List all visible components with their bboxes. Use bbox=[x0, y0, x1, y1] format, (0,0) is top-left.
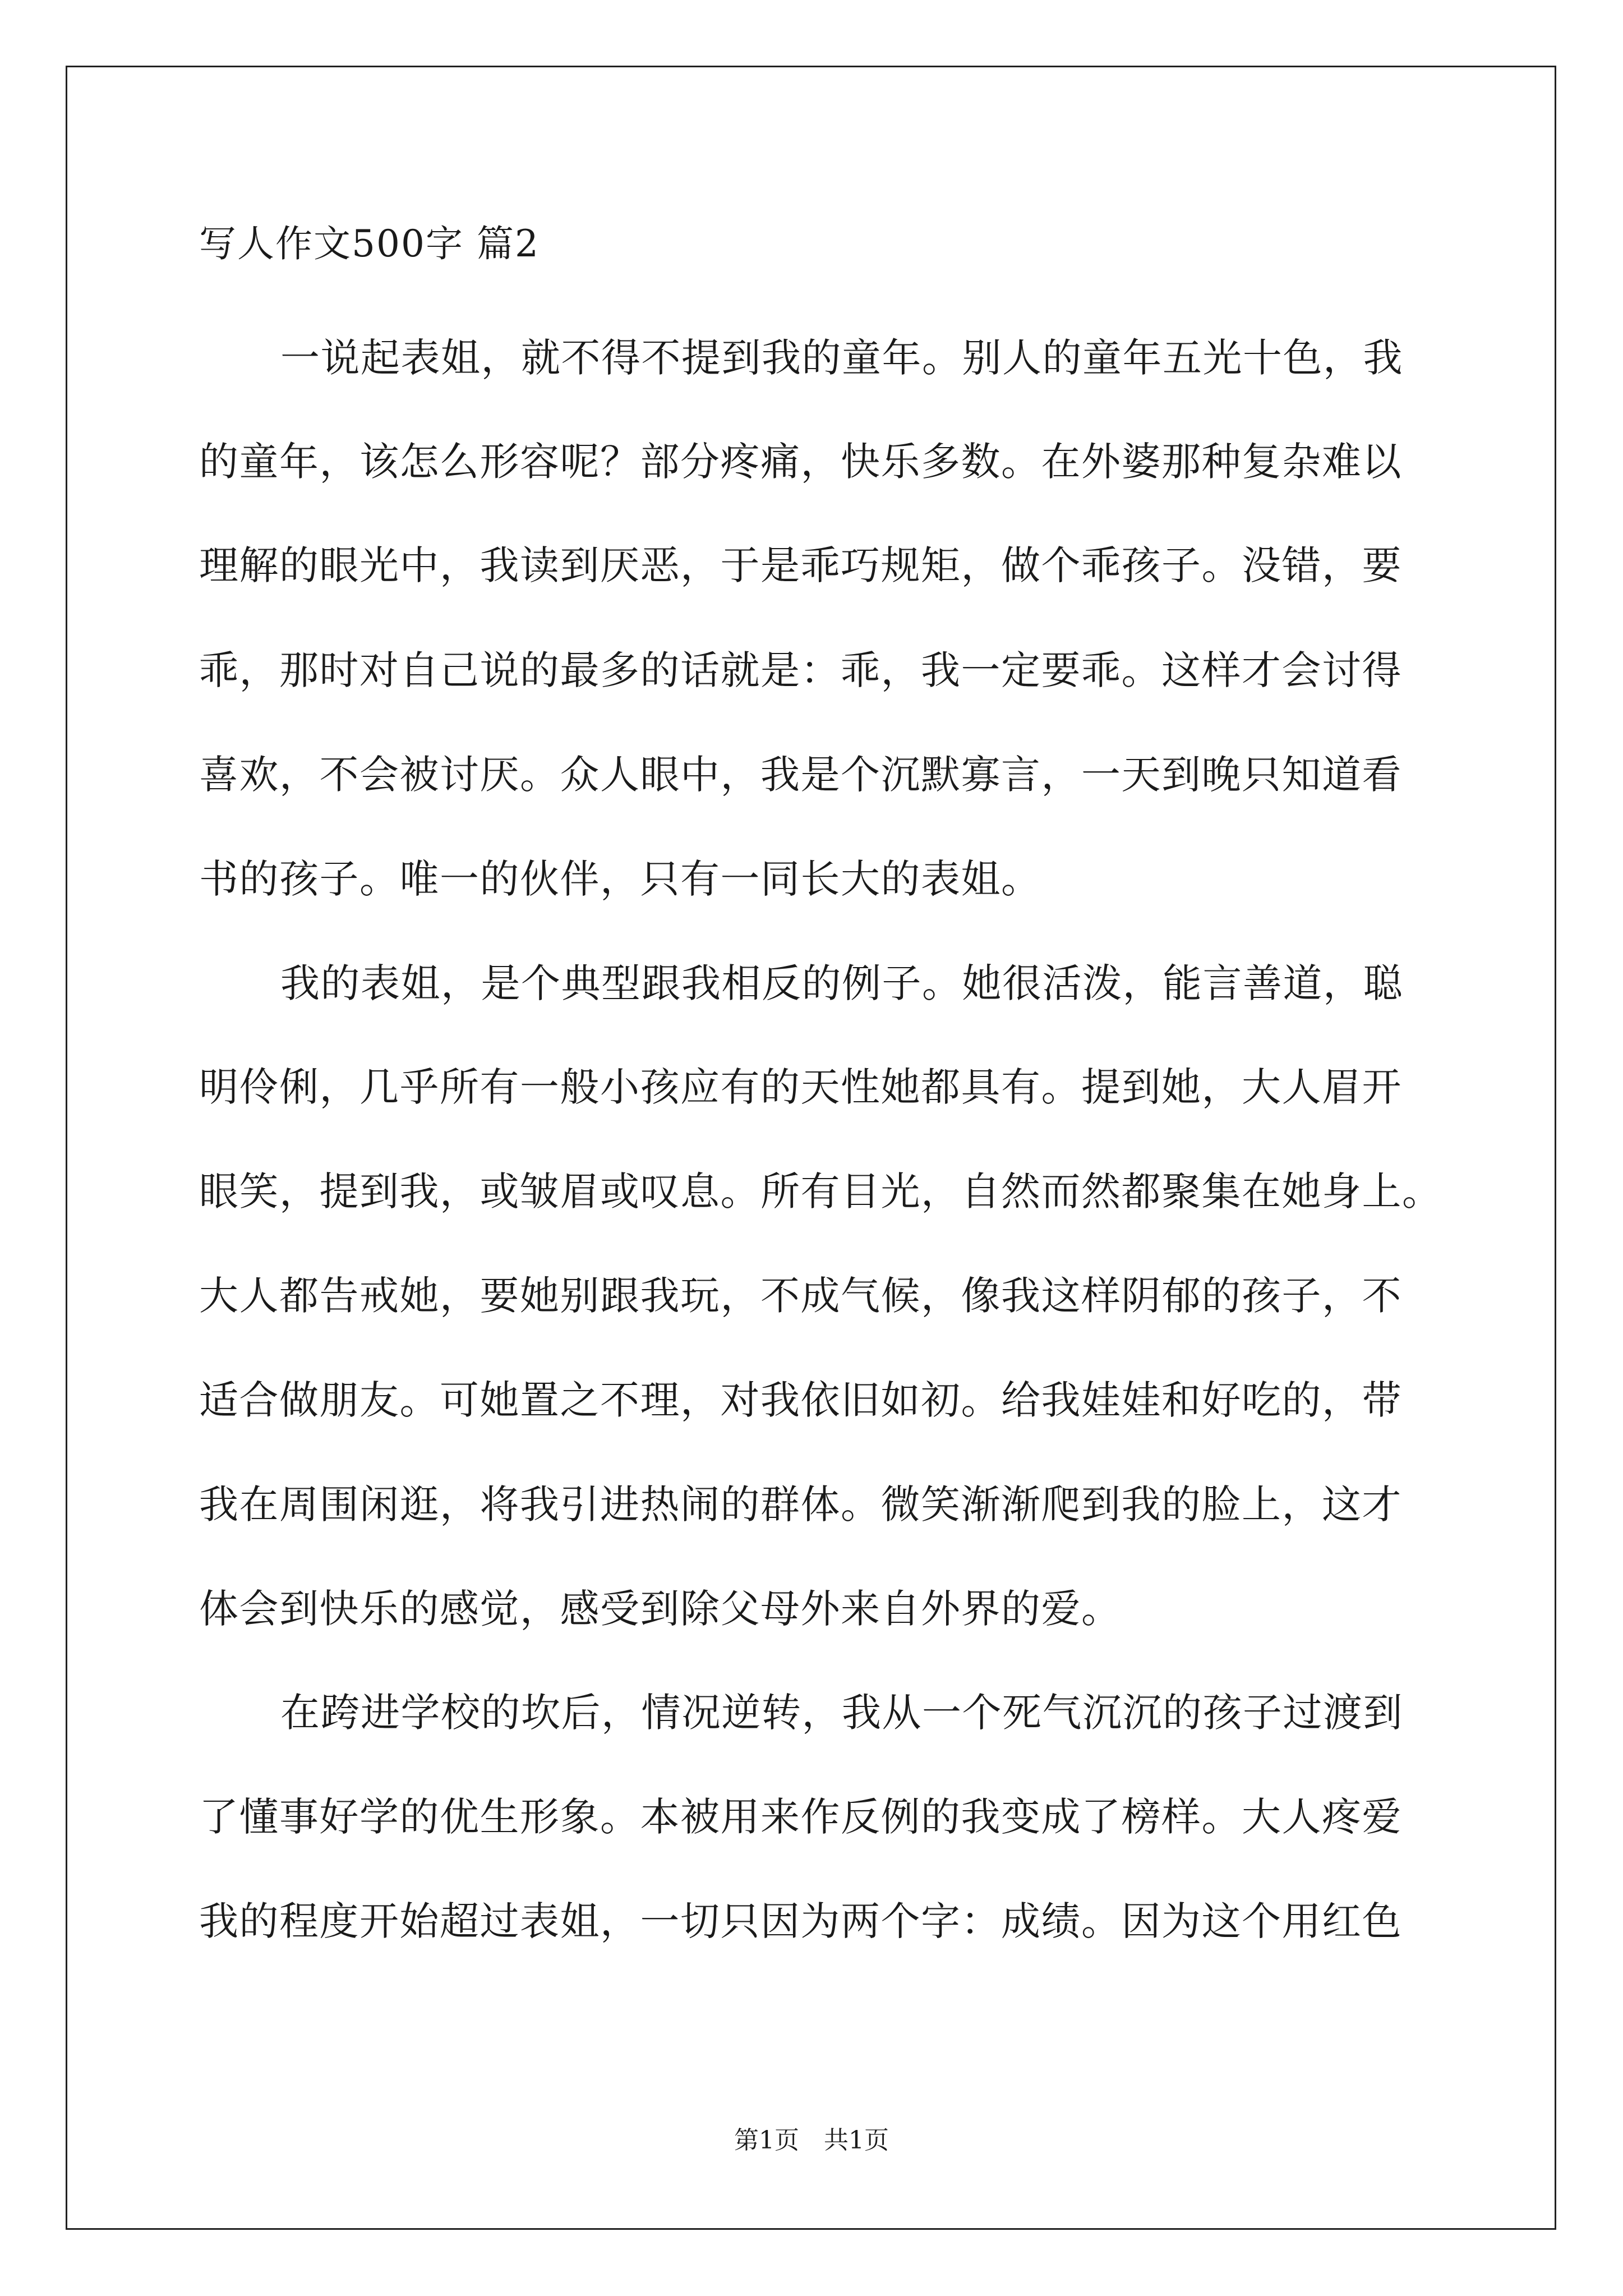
text-line: 在跨进学校的坎后，情况逆转，我从一个死气沉沉的孩子过渡到 bbox=[280, 1690, 1403, 1736]
text-line: 大人都告戒她，要她别跟我玩，不成气候，像我这样阴郁的孩子，不 bbox=[199, 1273, 1402, 1319]
text-line: 适合做朋友。可她置之不理，对我依旧如初。给我娃娃和好吃的，带 bbox=[199, 1377, 1402, 1423]
text-line: 体会到快乐的感觉，感受到除父母外来自外界的爱。 bbox=[199, 1586, 1122, 1632]
text-line: 书的孩子。唯一的伙伴，只有一同长大的表姐。 bbox=[199, 856, 1041, 902]
text-line: 喜欢，不会被讨厌。众人眼中，我是个沉默寡言，一天到晚只知道看 bbox=[199, 752, 1402, 798]
text-line: 我的表姐，是个典型跟我相反的例子。她很活泼，能言善道，聪 bbox=[280, 960, 1403, 1006]
text-line: 我的程度开始超过表姐，一切只因为两个字：成绩。因为这个用红色 bbox=[199, 1898, 1402, 1944]
text-line: 的童年，该怎么形容呢？部分疼痛，快乐多数。在外婆那种复杂难以 bbox=[199, 439, 1402, 485]
text-line: 乖，那时对自己说的最多的话就是：乖，我一定要乖。这样才会讨得 bbox=[199, 647, 1402, 693]
text-line: 了懂事好学的优生形象。本被用来作反例的我变成了榜样。大人疼爱 bbox=[199, 1794, 1402, 1840]
text-line: 理解的眼光中，我读到厌恶，于是乖巧规矩，做个乖孩子。没错，要 bbox=[199, 542, 1402, 588]
document-title: 写人作文500字 篇2 bbox=[199, 222, 540, 265]
text-line: 一说起表姐，就不得不提到我的童年。别人的童年五光十色，我 bbox=[280, 335, 1403, 381]
text-line: 眼笑，提到我，或皱眉或叹息。所有目光，自然而然都聚集在她身上。 bbox=[199, 1168, 1442, 1214]
text-line: 我在周围闲逛，将我引进热闹的群体。微笑渐渐爬到我的脸上，这才 bbox=[199, 1481, 1402, 1527]
text-line: 明伶俐，几乎所有一般小孩应有的天性她都具有。提到她，大人眉开 bbox=[199, 1064, 1402, 1110]
page-footer: 第1页 共1页 bbox=[734, 2126, 889, 2155]
